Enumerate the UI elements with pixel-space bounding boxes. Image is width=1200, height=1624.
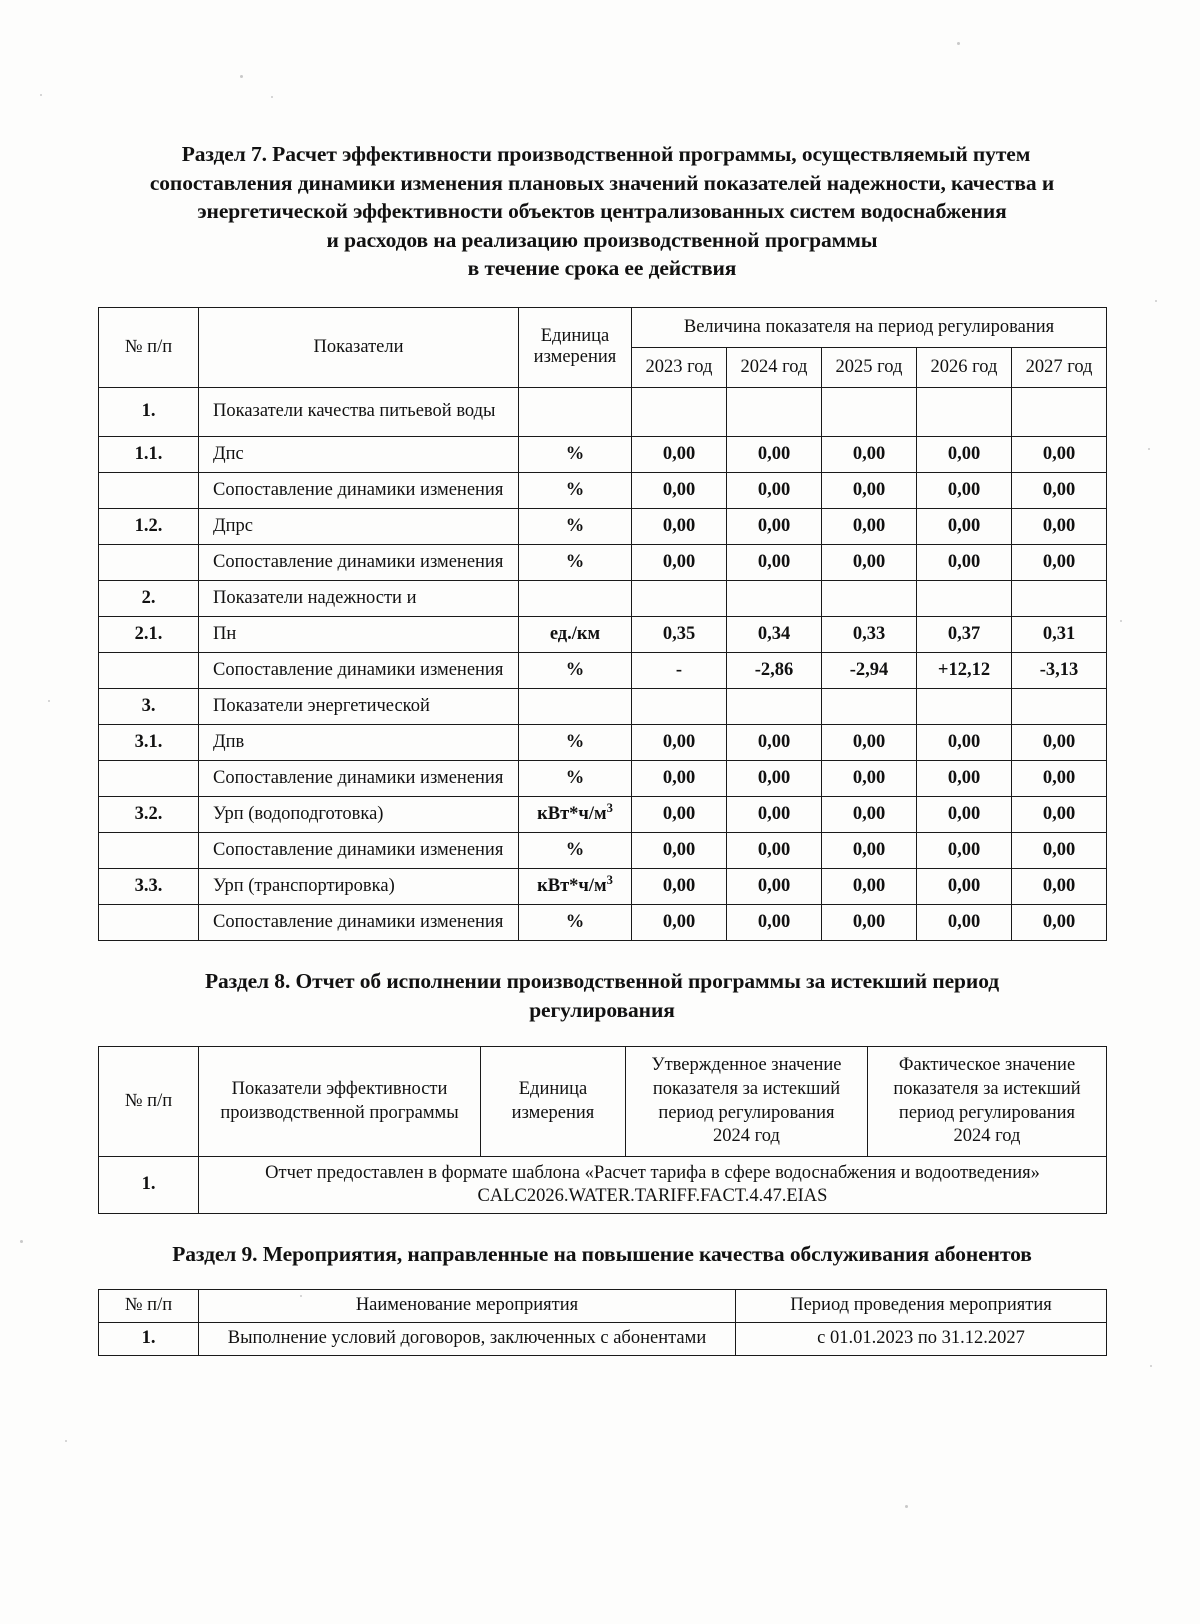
table-row [99, 436, 1107, 472]
row-value-2024-год: 0,00 [727, 724, 822, 760]
row-value-2026-год: 0,00 [917, 508, 1012, 544]
row-unit: % [519, 436, 632, 472]
col-header-actual-line4: 2024 год [953, 1126, 1021, 1147]
section-7-heading-line-3: энергетической эффективности объектов централизованных систем водоснабжения [197, 199, 1007, 224]
col-header-unit [519, 307, 632, 387]
col-header-unit-line2: измерения [511, 1102, 595, 1123]
row-value-2025-год: 0,00 [822, 724, 917, 760]
row-number: 3.3. [99, 868, 199, 904]
col-header-indicators [199, 1047, 481, 1157]
table-header-row [99, 307, 1107, 347]
row-unit [519, 580, 632, 616]
section-9-heading [98, 1240, 1106, 1269]
row-value-2025-год: 0,33 [822, 616, 917, 652]
row-indicator-name: Сопоставление динамики изменения [199, 760, 519, 796]
table-row [99, 904, 1107, 940]
section-7-heading [98, 0, 1106, 283]
section-7-heading-line-5: в течение срока ее действия [467, 256, 737, 281]
table-row [99, 688, 1107, 724]
row-unit: % [519, 832, 632, 868]
section-8-table [98, 1046, 1107, 1214]
row-value-2024-год [727, 688, 822, 724]
row-value-2023-год [632, 387, 727, 436]
row-value-2026-год: 0,37 [917, 616, 1012, 652]
col-header-unit-line1: Единица [540, 325, 610, 346]
col-header-approved-line2: показателя за истекший [652, 1078, 841, 1099]
row-number: 1.1. [99, 436, 199, 472]
row-value-2023-год: 0,00 [632, 904, 727, 940]
table-row [99, 616, 1107, 652]
scan-speckle [1150, 1365, 1152, 1367]
row-unit: ед./км [519, 616, 632, 652]
row-event-period: с 01.01.2023 по 31.12.2027 [736, 1322, 1107, 1355]
row-value-2023-год: 0,00 [632, 508, 727, 544]
row-value-2027-год: 0,00 [1012, 544, 1107, 580]
col-header-actual-line1: Фактическое значение [898, 1055, 1076, 1076]
row-value-2023-год: 0,00 [632, 760, 727, 796]
report-note-line2: CALC2026.WATER.TARIFF.FACT.4.47.EIAS [477, 1185, 828, 1206]
row-number: 2.1. [99, 616, 199, 652]
row-value-2026-год: +12,12 [917, 652, 1012, 688]
section-7-table-head [99, 307, 1107, 387]
row-value-2024-год: 0,00 [727, 796, 822, 832]
row-number: 3.1. [99, 724, 199, 760]
table-row [99, 544, 1107, 580]
col-header-num: № п/п [99, 1289, 199, 1322]
col-header-actual-value [868, 1047, 1107, 1157]
row-value-2027-год: 0,00 [1012, 904, 1107, 940]
scan-speckle [40, 94, 42, 96]
row-unit [519, 688, 632, 724]
row-value-2023-год: 0,00 [632, 868, 727, 904]
row-value-2027-год [1012, 387, 1107, 436]
row-value-2025-год: 0,00 [822, 544, 917, 580]
col-header-approved-value [626, 1047, 868, 1157]
row-number: 1. [99, 387, 199, 436]
col-header-year-2025: 2025 год [822, 347, 917, 387]
col-header-indicators: Показатели [199, 307, 519, 387]
section-9-table-body [99, 1322, 1107, 1355]
row-unit: % [519, 652, 632, 688]
row-number [99, 652, 199, 688]
row-indicator-name: Сопоставление динамики изменения [199, 544, 519, 580]
report-note-line1: Отчет предоставлен в формате шаблона «Расчет тарифа в сфере водоснабжения и водоотведения» [265, 1162, 1040, 1183]
row-value-2027-год: 0,00 [1012, 724, 1107, 760]
row-value-2025-год: 0,00 [822, 760, 917, 796]
col-header-indicators-line1: Показатели эффективности [231, 1078, 448, 1099]
col-header-actual-line2: показателя за истекший [893, 1078, 1081, 1099]
col-header-year-2023: 2023 год [632, 347, 727, 387]
section-9-table-head [99, 1289, 1107, 1322]
table-row [99, 472, 1107, 508]
row-value-2026-год: 0,00 [917, 436, 1012, 472]
row-unit [519, 868, 632, 904]
row-indicator-name: Дпв [199, 724, 519, 760]
row-unit: % [519, 472, 632, 508]
row-value-2024-год: 0,00 [727, 904, 822, 940]
row-value-2027-год: 0,00 [1012, 508, 1107, 544]
row-value-2024-год: 0,00 [727, 508, 822, 544]
section-7-table [98, 307, 1107, 941]
row-value-2024-год: 0,00 [727, 868, 822, 904]
table-row [99, 508, 1107, 544]
section-7-heading-line-2: сопоставления динамики изменения плановых значений показателей надежности, качества и [149, 170, 1055, 195]
row-value-2027-год: 0,31 [1012, 616, 1107, 652]
col-header-approved-line1: Утвержденное значение [651, 1055, 842, 1076]
row-value-2025-год [822, 688, 917, 724]
row-value-2024-год: 0,00 [727, 832, 822, 868]
row-indicator-name: Дпрс [199, 508, 519, 544]
col-header-unit-line2: измерения [533, 347, 617, 368]
table-row [99, 868, 1107, 904]
col-header-indicators-line2: производственной программы [220, 1102, 459, 1123]
row-number [99, 760, 199, 796]
row-number: 1. [99, 1322, 199, 1355]
row-value-2023-год [632, 580, 727, 616]
row-value-2024-год: 0,00 [727, 544, 822, 580]
row-value-2023-год [632, 688, 727, 724]
report-note-cell [199, 1156, 1107, 1213]
row-indicator-name: Показатели энергетической [199, 688, 519, 724]
row-value-2024-год: 0,00 [727, 436, 822, 472]
row-value-2026-год: 0,00 [917, 472, 1012, 508]
row-indicator-name: Пн [199, 616, 519, 652]
table-row [99, 1322, 1107, 1355]
row-value-2023-год: 0,00 [632, 472, 727, 508]
row-value-2024-год: 0,34 [727, 616, 822, 652]
row-value-2025-год [822, 580, 917, 616]
row-unit-base: кВт*ч/м [537, 875, 607, 896]
row-value-2025-год: 0,00 [822, 472, 917, 508]
section-8-table-head [99, 1047, 1107, 1157]
row-indicator-name: Сопоставление динамики изменения [199, 652, 519, 688]
table-row [99, 1156, 1107, 1213]
row-number [99, 544, 199, 580]
row-number [99, 832, 199, 868]
section-8-heading-line-1: Раздел 8. Отчет об исполнении производственной программы за истекший период [205, 968, 999, 993]
row-indicator-name: Урп (транспортировка) [199, 868, 519, 904]
col-header-unit-line1: Единица [518, 1078, 588, 1099]
section-7-table-body [99, 387, 1107, 940]
row-number: 3.2. [99, 796, 199, 832]
row-value-2025-год: 0,00 [822, 904, 917, 940]
row-number: 1. [99, 1156, 199, 1213]
section-7-heading-line-4: и расходов на реализацию производственной программы [326, 227, 878, 252]
scan-speckle [20, 1240, 23, 1243]
row-indicator-name: Урп (водоподготовка) [199, 796, 519, 832]
row-unit: % [519, 544, 632, 580]
row-value-2026-год: 0,00 [917, 544, 1012, 580]
row-value-2023-год: 0,00 [632, 796, 727, 832]
row-unit: % [519, 760, 632, 796]
col-header-period: Период проведения мероприятия [736, 1289, 1107, 1322]
col-header-num: № п/п [99, 1047, 199, 1157]
col-header-event-name: Наименование мероприятия [199, 1289, 736, 1322]
row-value-2024-год [727, 387, 822, 436]
row-value-2027-год: -3,13 [1012, 652, 1107, 688]
row-value-2025-год [822, 387, 917, 436]
row-indicator-name: Сопоставление динамики изменения [199, 472, 519, 508]
row-value-2024-год [727, 580, 822, 616]
scan-speckle [48, 700, 50, 702]
row-value-2027-год: 0,00 [1012, 472, 1107, 508]
document-body [98, 0, 1106, 1356]
table-row [99, 832, 1107, 868]
row-number: 2. [99, 580, 199, 616]
row-unit-exponent: 3 [606, 800, 613, 815]
table-row [99, 796, 1107, 832]
row-value-2025-год: 0,00 [822, 832, 917, 868]
row-value-2026-год: 0,00 [917, 796, 1012, 832]
row-value-2024-год: 0,00 [727, 760, 822, 796]
row-value-2023-год: 0,00 [632, 832, 727, 868]
row-number: 1.2. [99, 508, 199, 544]
scan-speckle [1155, 300, 1157, 302]
section-9-heading-line-1: Раздел 9. Мероприятия, направленные на повышение качества обслуживания абонентов [172, 1242, 1032, 1267]
row-indicator-name: Показатели качества питьевой воды [199, 387, 519, 436]
col-header-year-2026: 2026 год [917, 347, 1012, 387]
row-indicator-name: Показатели надежности и [199, 580, 519, 616]
row-value-2027-год [1012, 580, 1107, 616]
row-value-2025-год: -2,94 [822, 652, 917, 688]
table-header-row [99, 1289, 1107, 1322]
row-value-2027-год: 0,00 [1012, 832, 1107, 868]
row-unit: % [519, 508, 632, 544]
scan-speckle [905, 1505, 908, 1508]
row-value-2026-год [917, 688, 1012, 724]
table-row [99, 760, 1107, 796]
row-value-2023-год: 0,00 [632, 724, 727, 760]
row-value-2024-год: 0,00 [727, 472, 822, 508]
table-header-row [99, 1047, 1107, 1157]
table-row [99, 724, 1107, 760]
scan-speckle [1120, 620, 1122, 622]
row-unit-base: кВт*ч/м [537, 803, 607, 824]
scan-speckle [65, 1440, 67, 1442]
scan-speckle [1148, 448, 1150, 450]
row-value-2025-год: 0,00 [822, 796, 917, 832]
col-header-num: № п/п [99, 307, 199, 387]
row-value-2026-год [917, 580, 1012, 616]
table-row [99, 387, 1107, 436]
row-value-2026-год: 0,00 [917, 832, 1012, 868]
table-row [99, 580, 1107, 616]
row-value-2026-год: 0,00 [917, 904, 1012, 940]
row-value-2027-год: 0,00 [1012, 796, 1107, 832]
row-number: 3. [99, 688, 199, 724]
section-7-heading-line-1: Раздел 7. Расчет эффективности производственной программы, осуществляемый путем [181, 142, 1031, 166]
row-unit [519, 796, 632, 832]
row-value-2025-год: 0,00 [822, 436, 917, 472]
col-header-approved-line4: 2024 год [713, 1126, 780, 1147]
row-unit-exponent: 3 [606, 872, 613, 887]
row-value-2027-год [1012, 688, 1107, 724]
row-indicator-name: Дпс [199, 436, 519, 472]
col-header-actual-line3: период регулирования [898, 1102, 1076, 1123]
row-value-2026-год [917, 387, 1012, 436]
row-unit: % [519, 904, 632, 940]
section-8-heading [98, 967, 1106, 1024]
row-value-2025-год: 0,00 [822, 868, 917, 904]
col-header-approved-line3: период регулирования [658, 1102, 835, 1123]
row-value-2026-год: 0,00 [917, 760, 1012, 796]
section-8-table-body [99, 1156, 1107, 1213]
row-value-2027-год: 0,00 [1012, 760, 1107, 796]
table-row [99, 652, 1107, 688]
row-unit: % [519, 724, 632, 760]
row-value-2026-год: 0,00 [917, 868, 1012, 904]
row-unit [519, 387, 632, 436]
row-indicator-name: Сопоставление динамики изменения [199, 832, 519, 868]
row-number [99, 904, 199, 940]
section-8-heading-line-2: регулирования [529, 997, 675, 1022]
col-header-year-2027: 2027 год [1012, 347, 1107, 387]
col-header-unit [481, 1047, 626, 1157]
row-value-2023-год: 0,35 [632, 616, 727, 652]
row-value-2027-год: 0,00 [1012, 436, 1107, 472]
row-number [99, 472, 199, 508]
section-9-table [98, 1289, 1107, 1356]
row-value-2026-год: 0,00 [917, 724, 1012, 760]
row-value-2027-год: 0,00 [1012, 868, 1107, 904]
col-header-value-group: Величина показателя на период регулирования [632, 307, 1107, 347]
row-value-2023-год: - [632, 652, 727, 688]
row-value-2024-год: -2,86 [727, 652, 822, 688]
row-event-name: Выполнение условий договоров, заключенных с абонентами [199, 1322, 736, 1355]
row-value-2023-год: 0,00 [632, 436, 727, 472]
row-indicator-name: Сопоставление динамики изменения [199, 904, 519, 940]
row-value-2025-год: 0,00 [822, 508, 917, 544]
row-value-2023-год: 0,00 [632, 544, 727, 580]
col-header-year-2024: 2024 год [727, 347, 822, 387]
